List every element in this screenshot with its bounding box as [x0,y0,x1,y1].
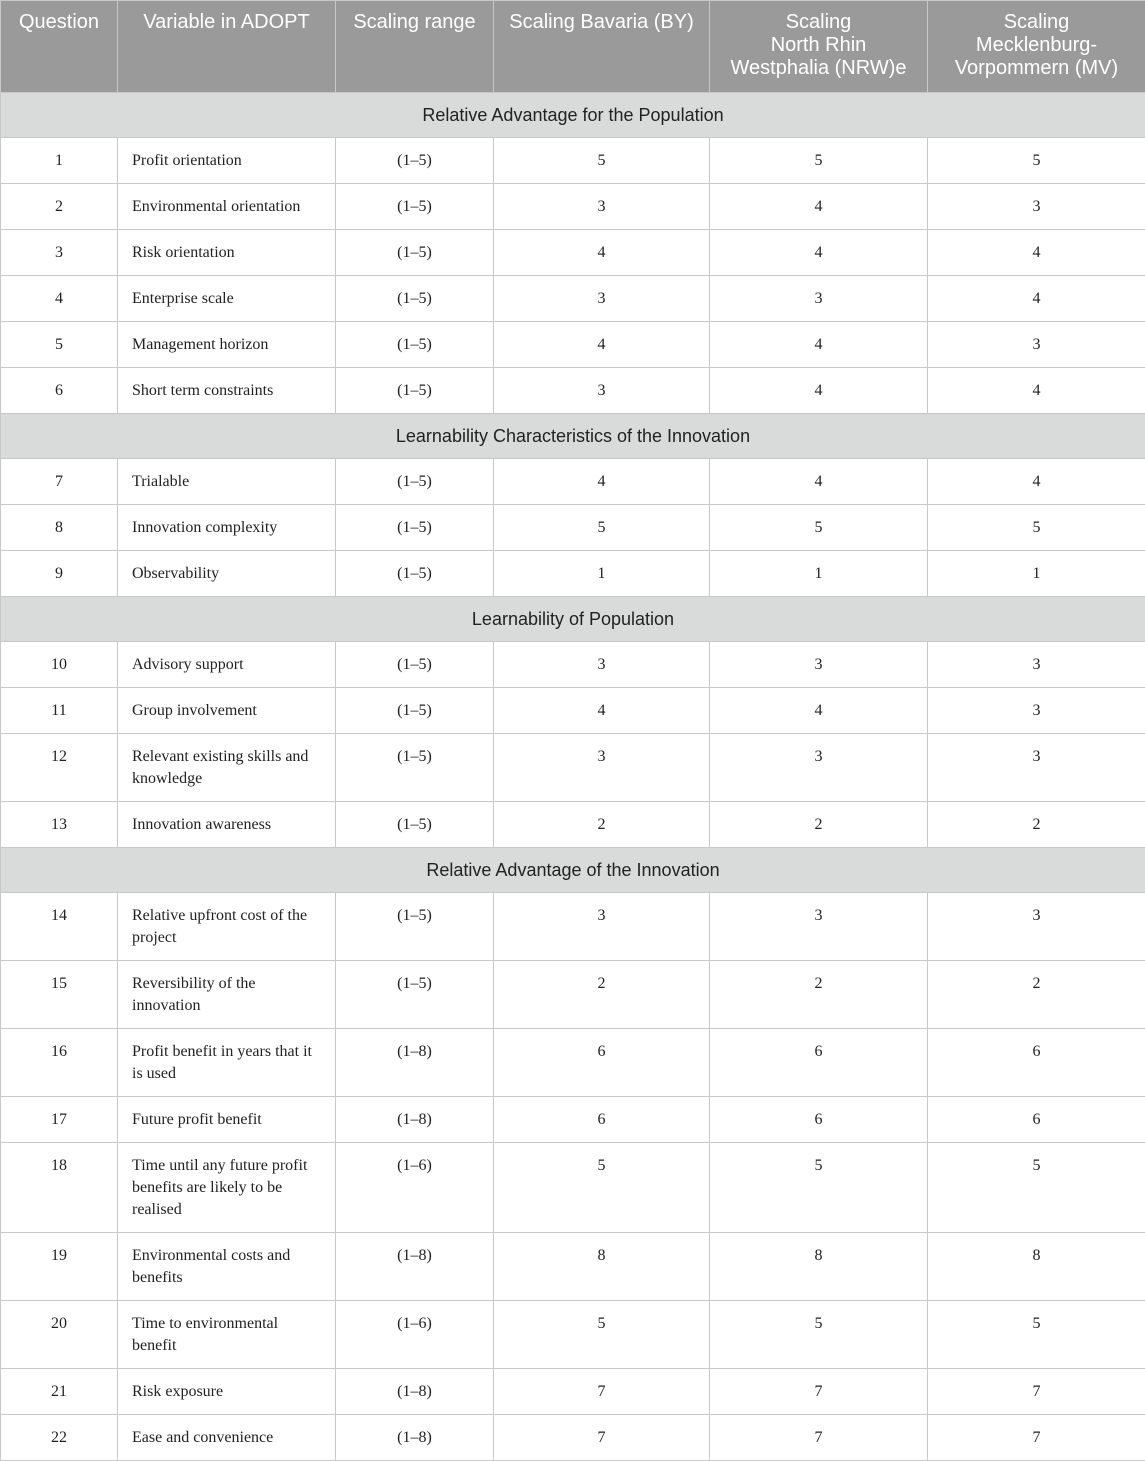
table-row [1,1415,1145,1461]
variable-cell: Enterprise scale [118,276,336,322]
scaling-nrw-cell: 3 [710,734,928,802]
scaling-by-cell: 4 [494,230,710,276]
variable-cell: Relative upfront cost of the project [118,893,336,961]
scaling-mv-cell: 4 [928,230,1145,276]
question-number-cell: 17 [1,1097,118,1143]
scaling-mv-cell: 3 [928,688,1145,734]
scaling-range-cell: (1–5) [336,688,494,734]
table-row [1,459,1145,505]
scaling-nrw-cell: 4 [710,322,928,368]
variable-cell: Observability [118,551,336,597]
scaling-by-cell: 2 [494,961,710,1029]
question-number-cell: 1 [1,138,118,184]
scaling-mv-cell: 6 [928,1029,1145,1097]
variable-cell: Innovation awareness [118,802,336,848]
scaling-nrw-cell: 3 [710,893,928,961]
scaling-mv-cell: 2 [928,802,1145,848]
variable-cell: Profit benefit in years that it is used [118,1029,336,1097]
scaling-by-cell: 5 [494,505,710,551]
scaling-range-cell: (1–5) [336,734,494,802]
scaling-by-cell: 4 [494,322,710,368]
scaling-range-cell: (1–5) [336,184,494,230]
question-number-cell: 11 [1,688,118,734]
header-row [1,1,1145,93]
question-number-cell: 8 [1,505,118,551]
scaling-range-cell: (1–5) [336,961,494,1029]
table-body [1,93,1145,1461]
scaling-nrw-cell: 1 [710,551,928,597]
scaling-range-cell: (1–5) [336,642,494,688]
question-number-cell: 14 [1,893,118,961]
scaling-mv-cell: 7 [928,1369,1145,1415]
scaling-range-cell: (1–5) [336,893,494,961]
scaling-by-cell: 5 [494,138,710,184]
table-header [1,1,1145,93]
column-header-scaling-mv: Scaling Mecklenburg- Vorpommern (MV) [928,1,1145,93]
table-row [1,802,1145,848]
scaling-mv-cell: 8 [928,1233,1145,1301]
scaling-nrw-cell: 7 [710,1415,928,1461]
column-header-variable: Variable in ADOPT [118,1,336,93]
scaling-nrw-cell: 5 [710,1301,928,1369]
scaling-nrw-cell: 5 [710,1143,928,1233]
section-header-row [1,414,1145,459]
question-number-cell: 4 [1,276,118,322]
variable-cell: Management horizon [118,322,336,368]
scaling-by-cell: 8 [494,1233,710,1301]
table-row [1,1143,1145,1233]
scaling-mv-cell: 4 [928,368,1145,414]
table-row [1,1029,1145,1097]
scaling-mv-cell: 7 [928,1415,1145,1461]
question-number-cell: 10 [1,642,118,688]
question-number-cell: 18 [1,1143,118,1233]
question-number-cell: 13 [1,802,118,848]
variable-cell: Risk orientation [118,230,336,276]
scaling-nrw-cell: 4 [710,688,928,734]
variable-cell: Environmental costs and benefits [118,1233,336,1301]
question-number-cell: 7 [1,459,118,505]
scaling-nrw-cell: 3 [710,642,928,688]
section-title: Relative Advantage of the Innovation [1,848,1145,893]
scaling-nrw-cell: 4 [710,459,928,505]
scaling-range-cell: (1–8) [336,1415,494,1461]
scaling-range-cell: (1–5) [336,322,494,368]
section-header-row [1,93,1145,138]
scaling-mv-cell: 2 [928,961,1145,1029]
variable-cell: Risk exposure [118,1369,336,1415]
scaling-range-cell: (1–8) [336,1233,494,1301]
column-header-question: Question [1,1,118,93]
scaling-by-cell: 3 [494,184,710,230]
table-row [1,893,1145,961]
scaling-nrw-cell: 6 [710,1097,928,1143]
scaling-by-cell: 6 [494,1029,710,1097]
variable-cell: Profit orientation [118,138,336,184]
scaling-mv-cell: 3 [928,893,1145,961]
scaling-mv-cell: 3 [928,184,1145,230]
table-row [1,368,1145,414]
scaling-range-cell: (1–5) [336,276,494,322]
scaling-range-cell: (1–5) [336,230,494,276]
variable-cell: Relevant existing skills and knowledge [118,734,336,802]
table-row [1,138,1145,184]
scaling-by-cell: 5 [494,1301,710,1369]
scaling-range-cell: (1–8) [336,1097,494,1143]
scaling-by-cell: 3 [494,642,710,688]
question-number-cell: 9 [1,551,118,597]
variable-cell: Ease and convenience [118,1415,336,1461]
scaling-nrw-cell: 2 [710,802,928,848]
scaling-nrw-cell: 3 [710,276,928,322]
variable-cell: Environmental orientation [118,184,336,230]
scaling-by-cell: 3 [494,368,710,414]
scaling-by-cell: 3 [494,734,710,802]
scaling-mv-cell: 5 [928,138,1145,184]
scaling-mv-cell: 3 [928,322,1145,368]
column-header-scaling-range: Scaling range [336,1,494,93]
variable-cell: Innovation complexity [118,505,336,551]
column-header-scaling-by: Scaling Bavaria (BY) [494,1,710,93]
table-row [1,230,1145,276]
table-row [1,1301,1145,1369]
scaling-nrw-cell: 2 [710,961,928,1029]
scaling-by-cell: 1 [494,551,710,597]
scaling-by-cell: 2 [494,802,710,848]
scaling-nrw-cell: 4 [710,368,928,414]
section-header-row [1,848,1145,893]
scaling-nrw-cell: 8 [710,1233,928,1301]
scaling-nrw-cell: 5 [710,138,928,184]
variable-cell: Short term constraints [118,368,336,414]
question-number-cell: 2 [1,184,118,230]
question-number-cell: 3 [1,230,118,276]
variable-cell: Time to environmental benefit [118,1301,336,1369]
table-row [1,505,1145,551]
scaling-mv-cell: 4 [928,459,1145,505]
scaling-nrw-cell: 4 [710,184,928,230]
section-title: Learnability of Population [1,597,1145,642]
scaling-range-cell: (1–5) [336,459,494,505]
variable-cell: Future profit benefit [118,1097,336,1143]
question-number-cell: 21 [1,1369,118,1415]
table-row [1,322,1145,368]
table-row [1,276,1145,322]
scaling-by-cell: 4 [494,459,710,505]
table-row [1,551,1145,597]
scaling-nrw-cell: 4 [710,230,928,276]
scaling-by-cell: 3 [494,276,710,322]
scaling-nrw-cell: 7 [710,1369,928,1415]
scaling-range-cell: (1–5) [336,138,494,184]
scaling-range-cell: (1–5) [336,505,494,551]
scaling-mv-cell: 5 [928,505,1145,551]
variable-cell: Time until any future profit benefits are likely to be realised [118,1143,336,1233]
section-title: Learnability Characteristics of the Innovation [1,414,1145,459]
table-row [1,961,1145,1029]
scaling-by-cell: 7 [494,1415,710,1461]
scaling-nrw-cell: 5 [710,505,928,551]
variable-cell: Group involvement [118,688,336,734]
scaling-mv-cell: 4 [928,276,1145,322]
scaling-range-cell: (1–8) [336,1029,494,1097]
question-number-cell: 6 [1,368,118,414]
question-number-cell: 19 [1,1233,118,1301]
scaling-mv-cell: 3 [928,734,1145,802]
scaling-range-cell: (1–8) [336,1369,494,1415]
section-title: Relative Advantage for the Population [1,93,1145,138]
scaling-by-cell: 4 [494,688,710,734]
question-number-cell: 12 [1,734,118,802]
question-number-cell: 5 [1,322,118,368]
variable-cell: Trialable [118,459,336,505]
scaling-mv-cell: 3 [928,642,1145,688]
question-number-cell: 16 [1,1029,118,1097]
scaling-range-cell: (1–6) [336,1301,494,1369]
table-row [1,1369,1145,1415]
scaling-range-cell: (1–5) [336,368,494,414]
table-row [1,1097,1145,1143]
table-row [1,688,1145,734]
variable-cell: Advisory support [118,642,336,688]
question-number-cell: 15 [1,961,118,1029]
question-number-cell: 22 [1,1415,118,1461]
scaling-by-cell: 6 [494,1097,710,1143]
question-number-cell: 20 [1,1301,118,1369]
table-row [1,1233,1145,1301]
column-header-scaling-nrw: Scaling North Rhin Westphalia (NRW)e [710,1,928,93]
table-row [1,642,1145,688]
scaling-range-cell: (1–5) [336,551,494,597]
scaling-mv-cell: 6 [928,1097,1145,1143]
scaling-nrw-cell: 6 [710,1029,928,1097]
table-row [1,184,1145,230]
scaling-by-cell: 3 [494,893,710,961]
scaling-mv-cell: 1 [928,551,1145,597]
scaling-by-cell: 7 [494,1369,710,1415]
scaling-range-cell: (1–5) [336,802,494,848]
variable-cell: Reversibility of the innovation [118,961,336,1029]
scaling-range-cell: (1–6) [336,1143,494,1233]
scaling-by-cell: 5 [494,1143,710,1233]
scaling-mv-cell: 5 [928,1143,1145,1233]
table-row [1,734,1145,802]
section-header-row [1,597,1145,642]
scaling-mv-cell: 5 [928,1301,1145,1369]
